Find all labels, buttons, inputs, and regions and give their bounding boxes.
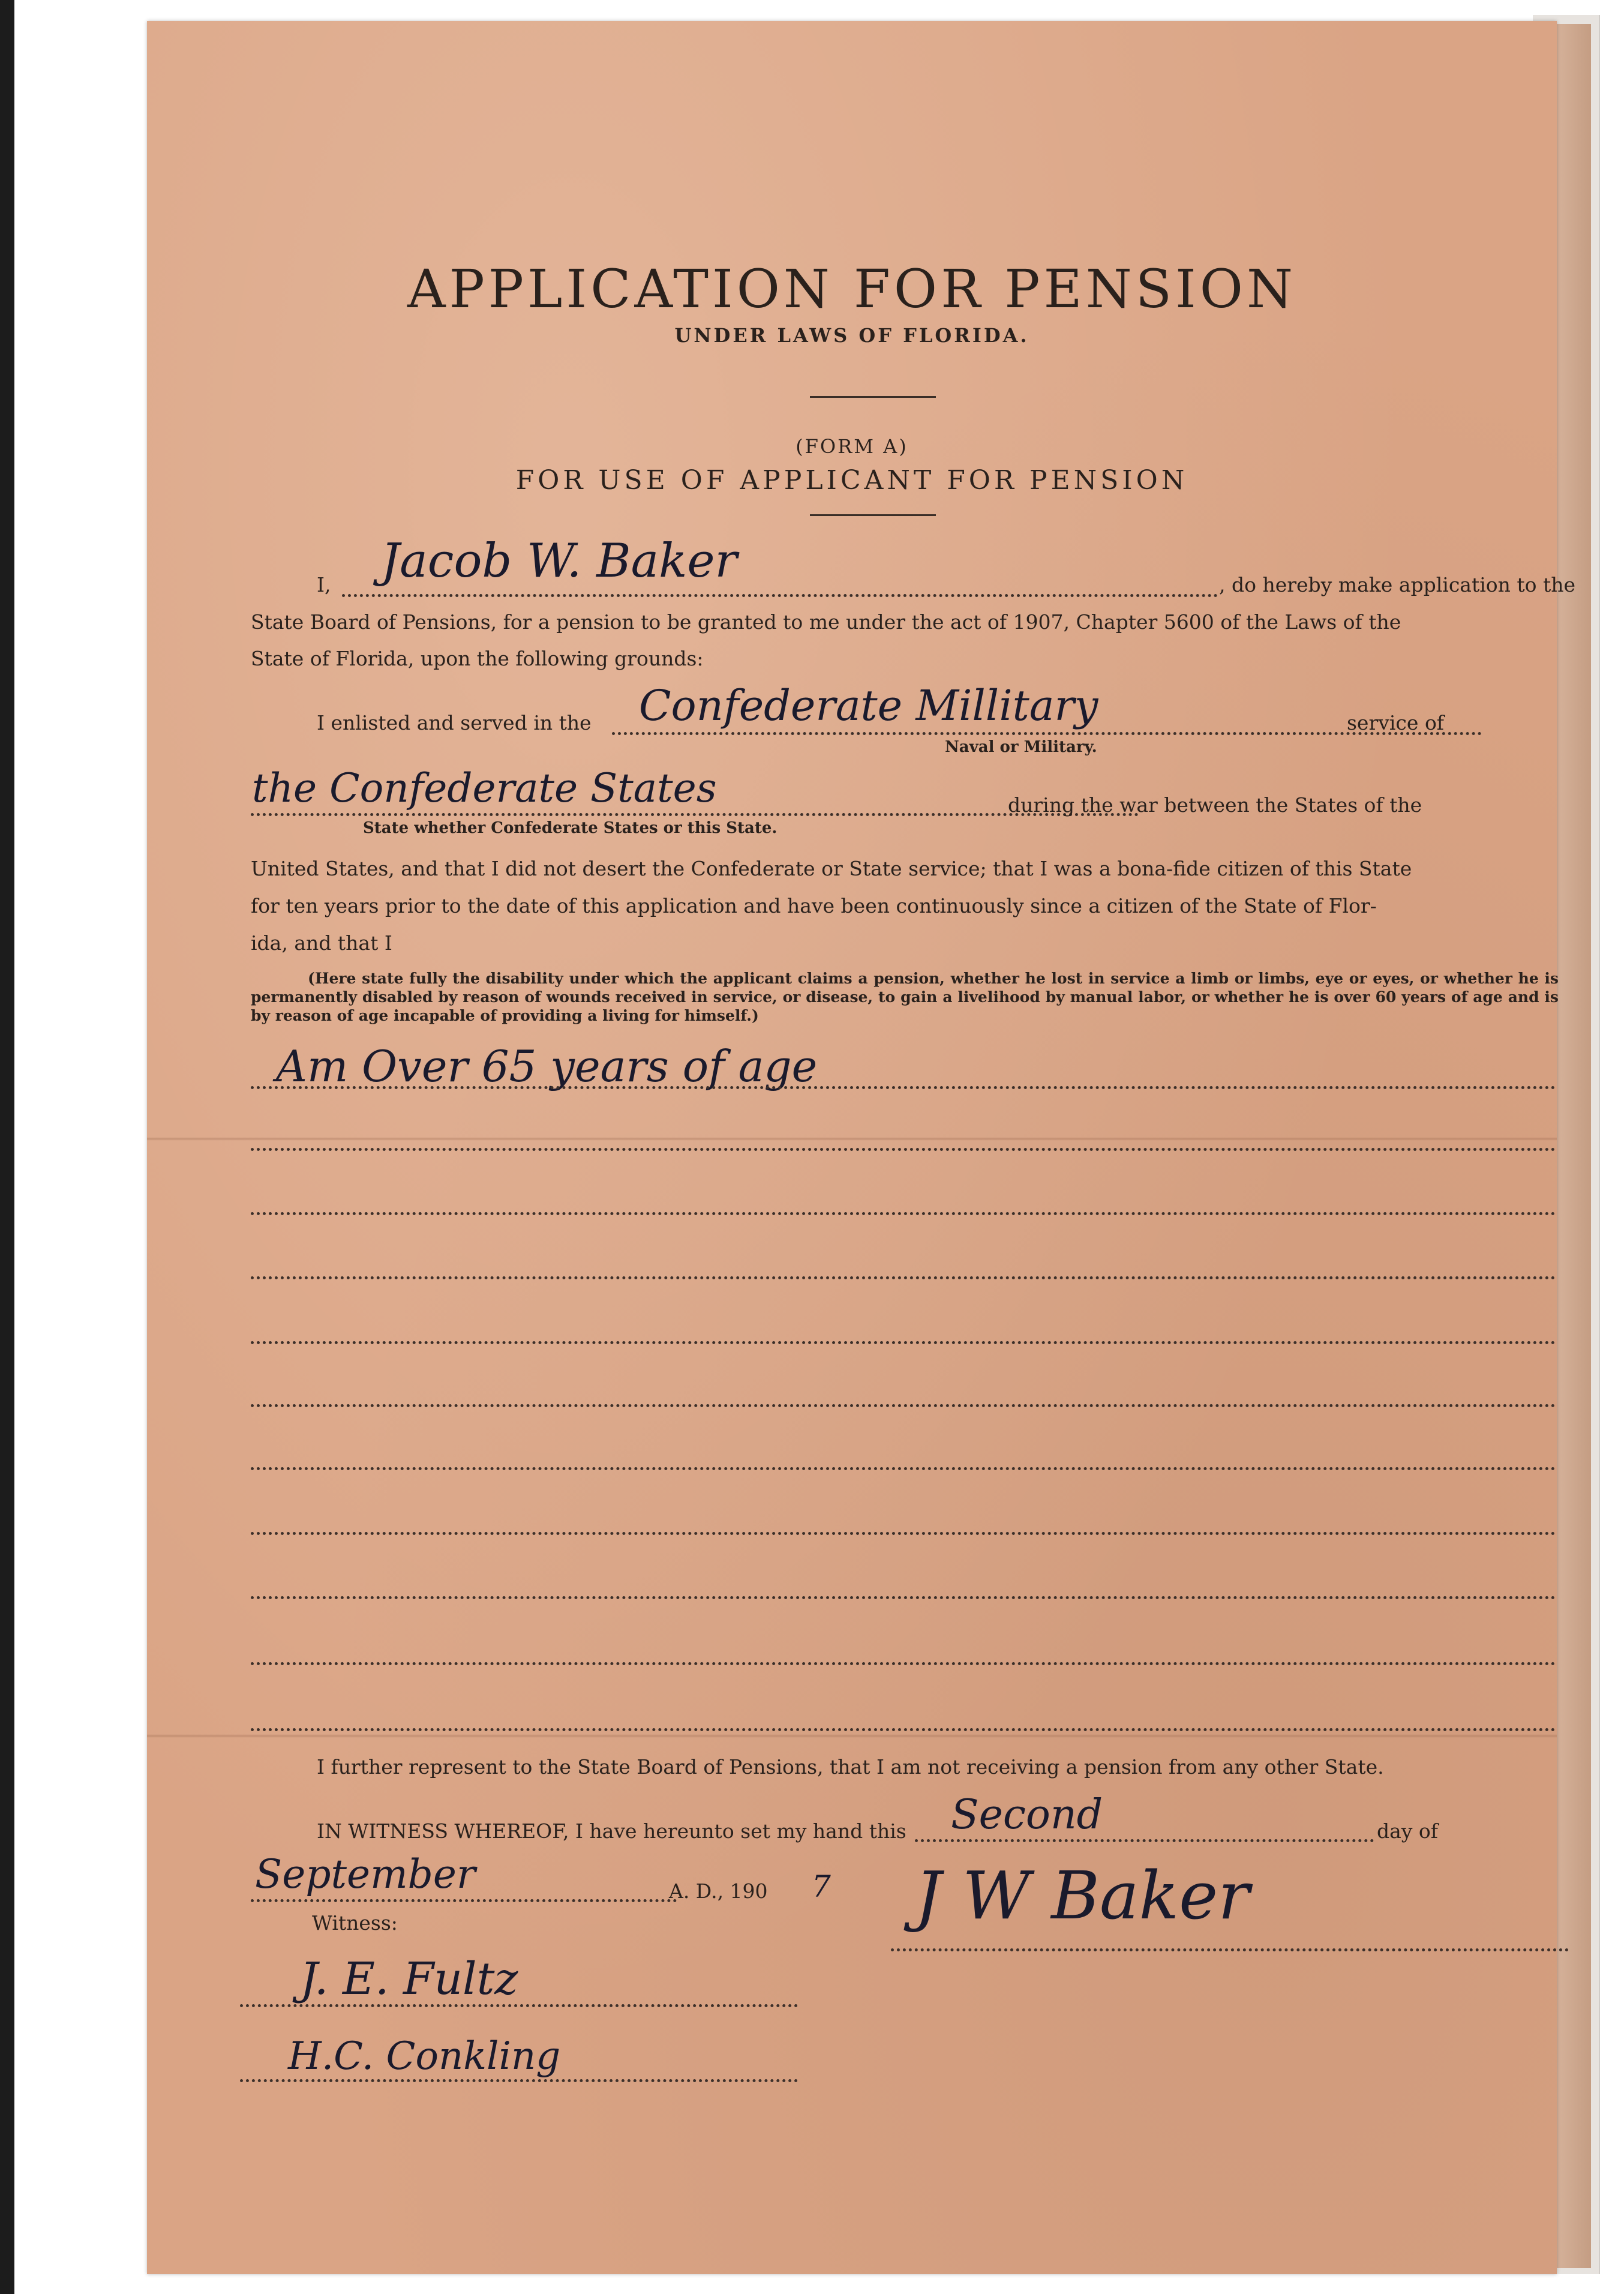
year-value: 7 [812, 1869, 831, 1904]
service-hint: Naval or Military. [945, 738, 1097, 756]
statement-line [251, 1341, 1556, 1344]
statement-line [251, 1212, 1556, 1215]
witness-clause: IN WITNESS WHEREOF, I have hereunto set my hand this [317, 1819, 906, 1843]
statement-line [251, 1086, 1556, 1089]
day-value: Second [951, 1791, 1103, 1839]
year-label: A. D., 190 [669, 1879, 768, 1903]
further-representation: I further represent to the State Board of Pensions, that I am not receiving a pension from any other State. [317, 1755, 1384, 1779]
service-type: Confederate Millitary [639, 681, 1098, 730]
applicant-name: Jacob W. Baker [381, 534, 737, 588]
prefix-i: I, [317, 573, 331, 596]
paragraph2-line3: ida, and that I [251, 931, 392, 955]
day-suffix: day of [1377, 1819, 1439, 1843]
disability-statement: Am Over 65 years of age [276, 1041, 818, 1091]
pension-application-form [147, 21, 1576, 2274]
statement-line [251, 1728, 1556, 1731]
state-hint: State whether Confederate States or this State. [363, 819, 778, 837]
fold-crease [147, 1734, 1557, 1738]
divider [810, 514, 936, 516]
month-value: September [255, 1851, 476, 1897]
statement-line [251, 1532, 1556, 1535]
paragraph1-line2: State Board of Pensions, for a pension to be granted to me under the act of 1907, Chapter 5600 of the Laws of the [251, 610, 1401, 634]
statement-line [251, 1467, 1556, 1470]
paragraph2-line1: United States, and that I did not desert the Confederate or State service; that I was a bona-fide citizen of this State [251, 857, 1412, 880]
applicant-signature: J W Baker [915, 1857, 1250, 1934]
statement-line [251, 1404, 1556, 1407]
war-suffix: during the war between the States of the [1008, 793, 1422, 817]
witness2-signature: H.C. Conkling [288, 2034, 561, 2079]
form-subtitle: UNDER LAWS OF FLORIDA. [674, 324, 1029, 347]
form-purpose: FOR USE OF APPLICANT FOR PENSION [515, 465, 1188, 496]
disability-instructions: (Here state fully the disability under which the applicant claims a pension, whether he lost in service a limb or limbs, eye or eyes, or whether he is permanently disabled by reason of wounds received in service, or disease, to gain a livelihood by manual labor, or whether he is over 60 years of age and is by reason of age incapable of providing a living for himself.) [251, 970, 1559, 1024]
fold-crease [147, 1137, 1557, 1141]
paragraph1-line3: State of Florida, upon the following grounds: [251, 647, 704, 670]
signature-line [891, 1948, 1569, 1951]
paragraph2-line2: for ten years prior to the date of this application and have been continuously since a citizen of the State of Flor- [251, 894, 1377, 917]
statement-line [251, 1662, 1556, 1665]
witness1-signature: J. E. Fultz [300, 1953, 518, 2005]
statement-line [251, 1276, 1556, 1279]
month-field-line [251, 1899, 677, 1902]
form-title: APPLICATION FOR PENSION [407, 258, 1296, 320]
divider [810, 396, 936, 398]
statement-line [251, 1596, 1556, 1599]
service-prefix: I enlisted and served in the [317, 711, 592, 734]
name-field-line [342, 594, 1218, 597]
form-code: (FORM A) [796, 435, 908, 458]
witness-label: Witness: [312, 1911, 398, 1935]
statement-line [251, 1148, 1556, 1151]
state-field-line [251, 813, 1139, 816]
paragraph1-line1: , do hereby make application to the [1219, 573, 1576, 596]
scanner-edge [0, 0, 14, 2294]
witness2-line [240, 2079, 798, 2082]
service-suffix: service of [1347, 711, 1445, 734]
day-field-line [915, 1839, 1374, 1842]
served-state: the Confederate States [252, 765, 717, 811]
